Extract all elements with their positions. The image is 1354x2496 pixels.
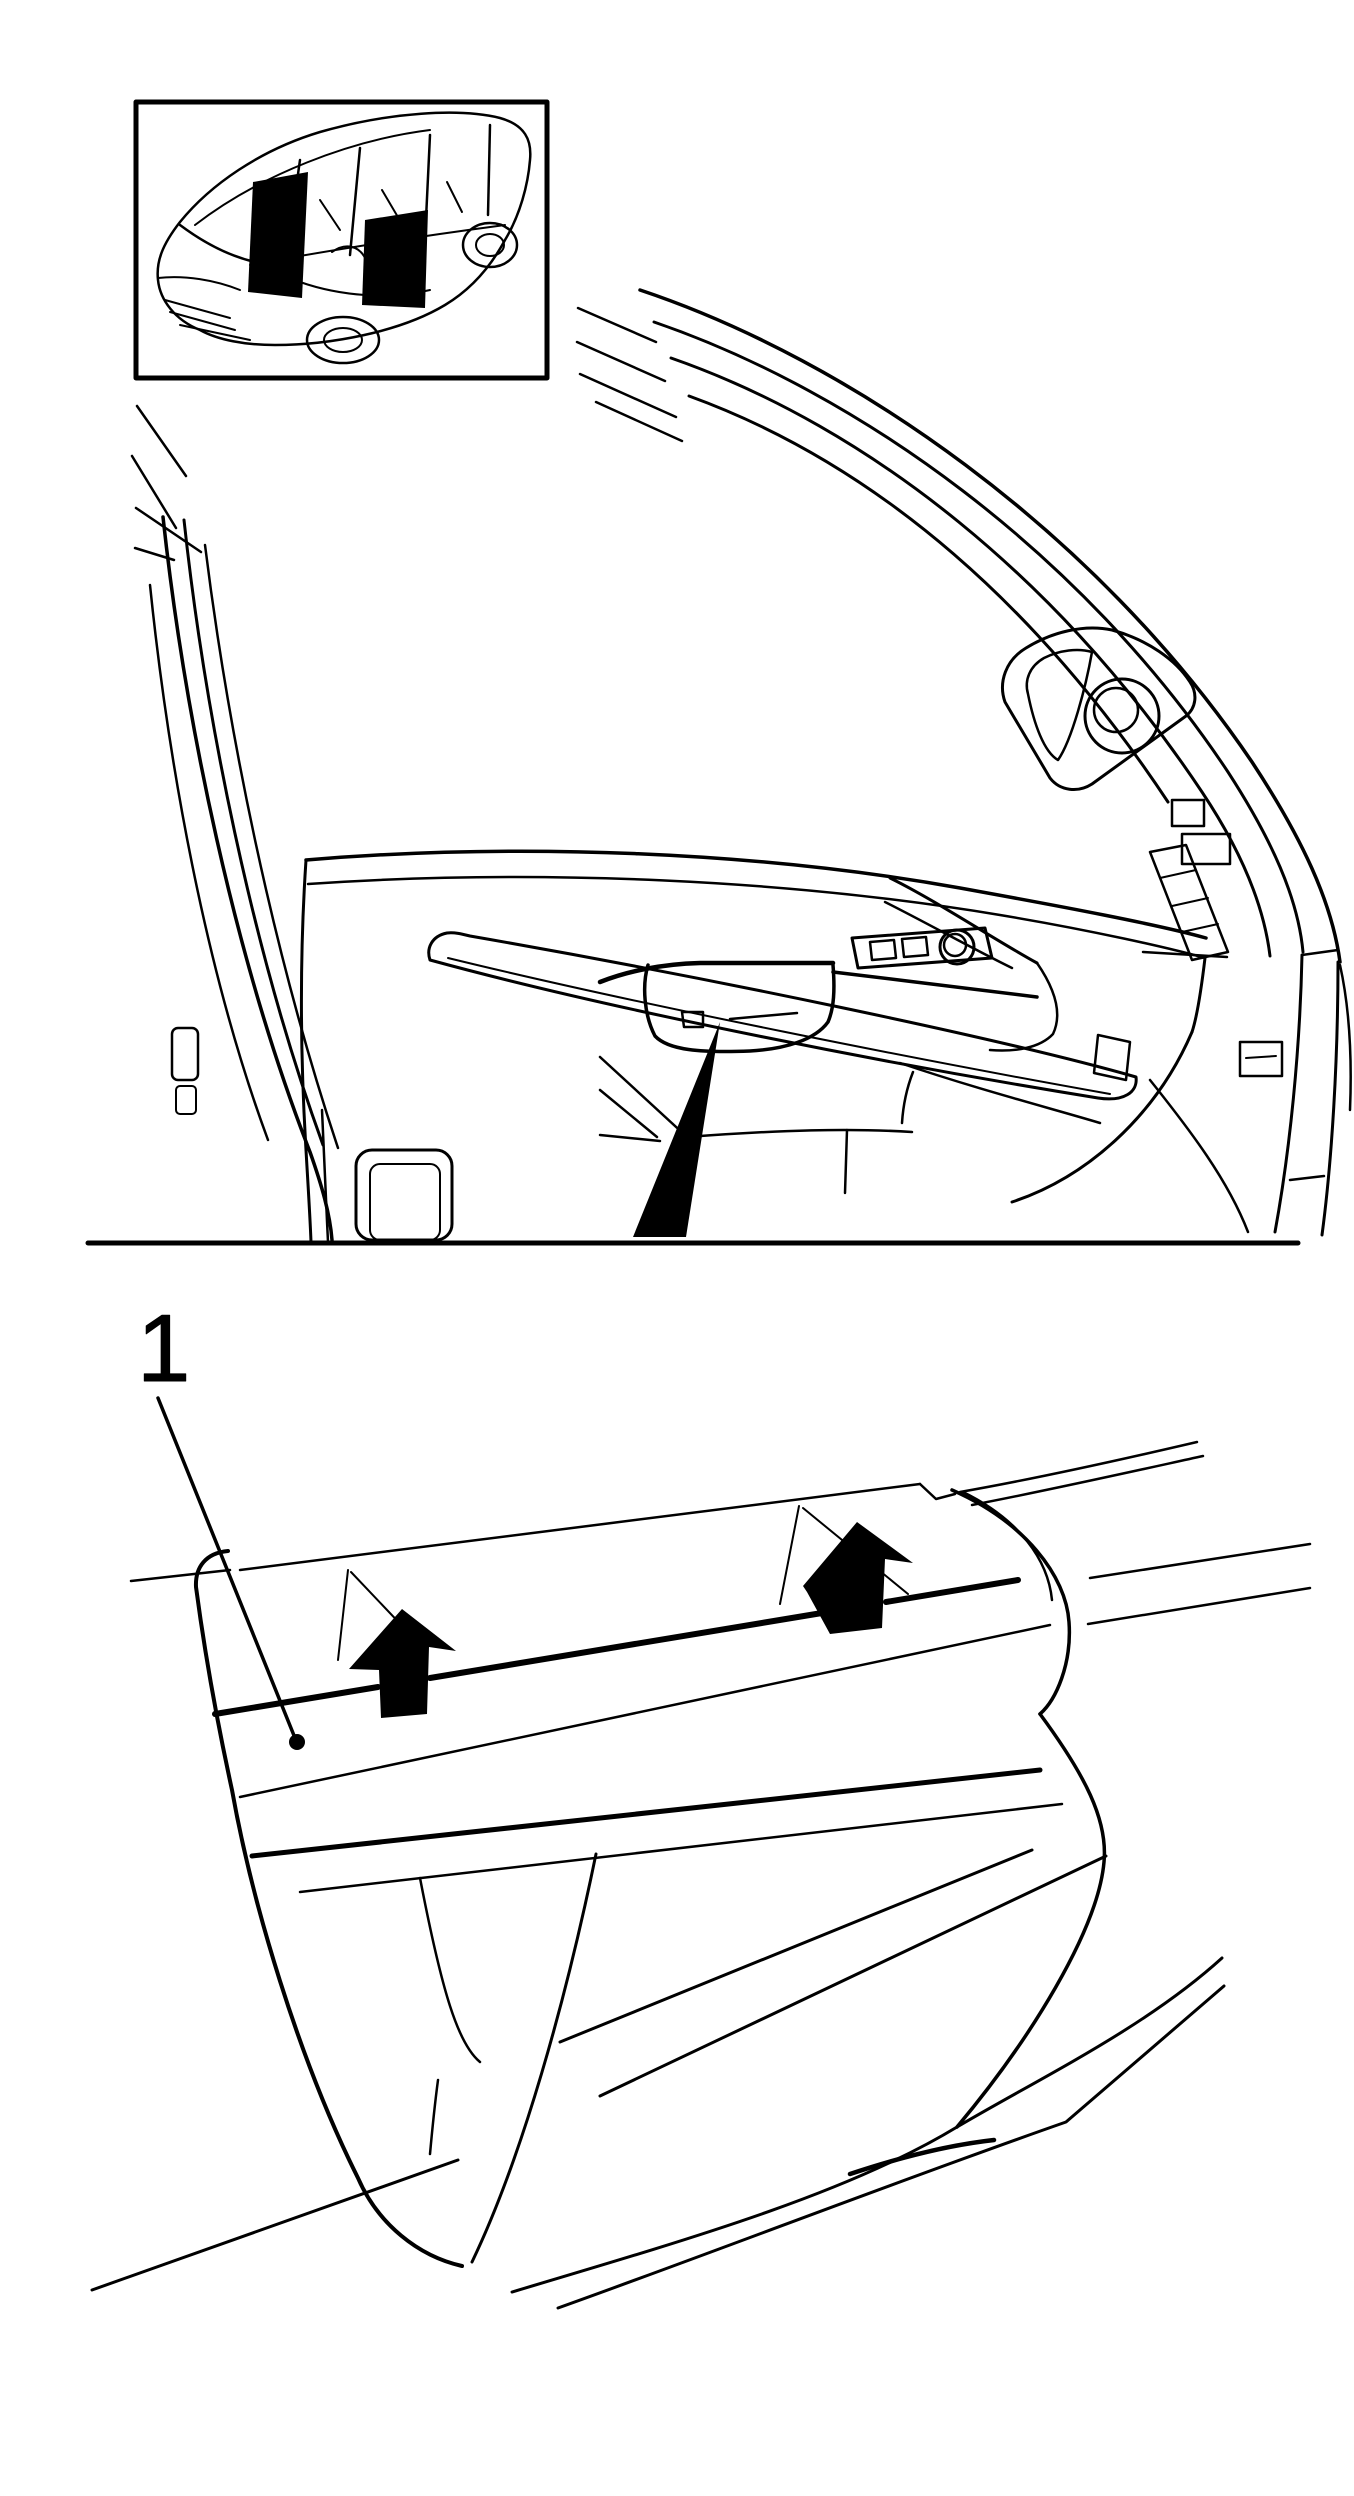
a-pillar-trim-lines (132, 406, 338, 1240)
door-belt-line (302, 851, 1207, 1242)
door-check-link (1240, 1042, 1282, 1076)
tweeter-cover (1027, 650, 1092, 760)
vehicle-location-icon (158, 113, 531, 363)
armrest-detail-view (92, 1295, 1310, 2308)
door-shut-face (1150, 800, 1351, 1235)
front-door-highlight (248, 172, 308, 298)
handle-rear-curve (952, 1490, 1310, 2127)
inset-box-border (136, 102, 547, 378)
door-window-frame (577, 290, 1340, 962)
lower-panel-lines (92, 1958, 1224, 2308)
up-arrow-icon (349, 1609, 456, 1718)
callout-label-1: 1 (137, 1295, 191, 1402)
door-lock-knob-detail (172, 1028, 198, 1080)
vehicle-locator-inset (136, 102, 547, 378)
leader-line (158, 1398, 305, 1750)
armrest-and-switches (600, 878, 1227, 1052)
up-arrow-icon (803, 1522, 913, 1634)
door-panel-overview (132, 102, 1351, 1242)
rear-door-highlight (362, 210, 428, 308)
leader-dot (289, 1734, 305, 1750)
armrest-band (131, 1442, 1203, 2096)
